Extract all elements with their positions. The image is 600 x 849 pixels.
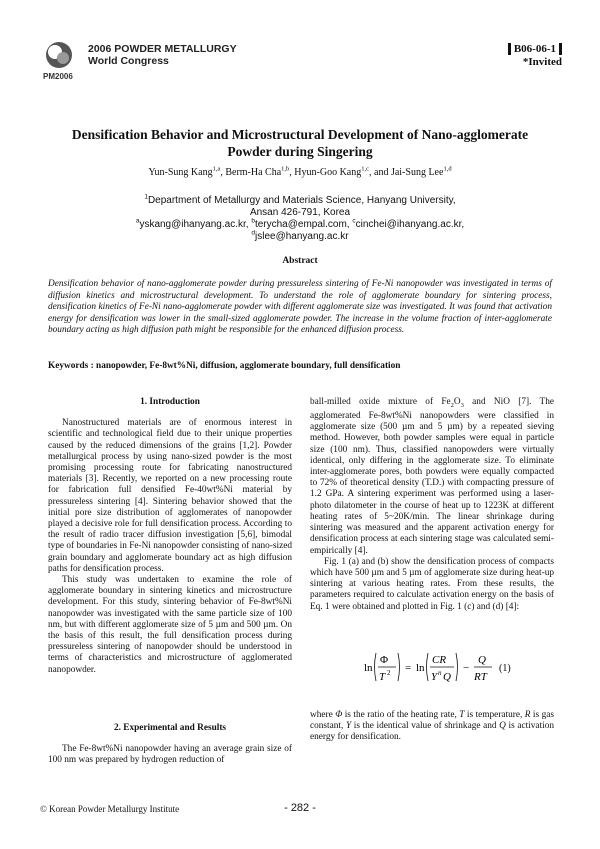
title-line-2: Powder during Singering	[227, 144, 373, 159]
author-list	[40, 167, 560, 178]
eq-number: (1)	[499, 663, 511, 674]
text-run: is temperature,	[464, 710, 525, 720]
affiliation-sup: 1	[144, 193, 148, 201]
eq-exponent: 2	[387, 669, 391, 677]
text-run: is gas constant,	[310, 710, 554, 732]
symbol: Y	[345, 721, 352, 732]
eq-ln: ln	[364, 662, 373, 674]
text-run: is the identical value of shrinkage and	[351, 721, 500, 732]
email-address: yskang@ihanyang.ac.kr,	[139, 219, 252, 230]
paper-code-label: B06-06-1	[508, 43, 562, 55]
eq-phi: Φ	[380, 654, 389, 666]
subscript: 2	[450, 401, 454, 409]
eq-exponent: n	[438, 669, 442, 677]
email-sup: a	[135, 217, 140, 225]
right-column-after-eq	[310, 710, 554, 744]
eq-T: T	[379, 671, 386, 683]
email-sup: c	[352, 217, 356, 225]
eq-RT: RT	[474, 671, 487, 683]
email-sup: d	[251, 229, 256, 237]
author-separator: ,	[220, 167, 226, 178]
author-sup: 1,a	[212, 165, 221, 173]
email-address: terycha@empal.com,	[254, 219, 353, 230]
text-run: ball-milled oxide mixture of Fe	[310, 397, 451, 407]
eq-equals: =	[405, 662, 412, 674]
author-sup: 1,c	[361, 165, 369, 173]
paper-code	[508, 43, 562, 68]
eq-paren-left	[375, 653, 377, 681]
author-sup: 1,b	[281, 165, 290, 173]
eq-Q: Q	[443, 671, 451, 683]
conference-name: 2006 POWDER METALLURGY World Congress	[88, 43, 237, 67]
body-paragraph	[310, 710, 554, 744]
symbol: R	[524, 710, 531, 720]
title-line-1: Densification Behavior and Microstructural Development of Nano-agglomerate	[71, 127, 529, 142]
page-number: - 282 -	[284, 802, 316, 814]
symbol: Φ	[335, 710, 343, 720]
intro-paragraph: Nanostructured materials are of enormous interest in scientific and technological field due to their unique properties caused by the reduced dimensions of the grains [1,2]. Powder metallurgical process by using nano-sized powder is the most promising processing route for fabricating nanostructured materials [3]. Recently, we reported on a new processing route for fabrication full densified Fe-40wt%Ni material by pressureless sintering [4]. Sintering behavior showed that the initial pore size distribution of agglomerates of nanopowder played a decisive role for full densification process. According to the result of radio tracer diffusion investigation [5,6], bimodal type of boundaries in Fe-Ni nanopowder consisting of nano-sized grain boundary and agglomerate boundary act as high diffusion paths for densification process.	[48, 418, 292, 574]
abstract-heading: Abstract	[282, 256, 318, 266]
author-name: Yun-Sung Kang	[148, 167, 213, 178]
email-address: cinchei@ihanyang.ac.kr,	[355, 219, 465, 230]
intro-paragraph: This study was undertaken to examine the role of agglomerate boundary in sintering kinetics and microstructure development. For this study, sintering behavior of Fe-8wt%Ni nanopowder was investigated with the same particle size of 100 nm, but with different agglomerate size of 5 µm and 500 µm. On the basis of this result, the full densification process during pressureless sintering of nanopowder should be understood in terms of characteristics and microstructure of agglomerated nanopowder.	[48, 575, 292, 675]
text-run: O	[453, 397, 461, 407]
body-paragraph: Fig. 1 (a) and (b) show the densification process of compacts which have 500 µm and 5 µm of agglomerate size during heat-up sintering at various heating rates. From these results, the parameters required to calculate activation energy on the basis of Eq. 1 were obtained and plotted in Fig. 1 (c) and (d) [4]:	[310, 556, 554, 612]
eq-ln: ln	[416, 662, 425, 674]
eq-Q: Q	[478, 654, 486, 666]
keywords: Keywords : nanopowder, Fe-8wt%Ni, diffusion, agglomerate boundary, full densification	[48, 361, 401, 371]
abstract-text: Densification behavior of nano-agglomerate powder during pressureless sintering of Fe-Ni nanopowder was investigated in terms of diffusion kinetics and microstructural development. To understand the role of agglomerate boundary for sintering process, densification kinetics of Fe-Ni nano-agglomerate powder with different agglomerate size was investigated. It was found that activation energy for densification was lower in the small-sized agglomerate powder. The increase in the volume fraction of inter-agglomerate boundary acting as high diffusion path might be responsible for the enhanced diffusion process.	[48, 279, 552, 335]
eq-paren-right	[456, 653, 458, 681]
right-column	[310, 397, 554, 613]
pm-year-label: PM2006	[43, 72, 73, 81]
author-separator: , and	[369, 167, 391, 178]
subscript: 3	[460, 401, 464, 409]
symbol: Q	[499, 721, 506, 732]
footer-copyright: © Korean Powder Metallurgy Institute	[40, 804, 180, 814]
affiliation-line: Department of Metallurgy and Materials Science, Hanyang University,	[147, 195, 456, 206]
affiliation-block	[40, 195, 560, 243]
eq-paren-left	[427, 653, 429, 681]
text-run: and NiO [7]. The agglomerated Fe-8wt%Ni nanopowders were classified in agglomerate size (500 µm and 5 µm) by a repeated sieving method. However, both powder samples were equal in particle size (100 nm). Thus, classified nanopowders were virtually identical, only differing in the agglomerate size. To eliminate inter-agglomerate pores, both powders were equally compacted to 72% of theoretical density (T.D.) with compacting pressure of 1.2 GPa. A sintering experiment was performed using a laser-photo dilatometer in the course of heat up to 1223K at different heating rates of 5~20K/min. The linear shrinkage during sintering was measured and the apparent activation energy for densification process at each sintering stage was calculated semi-empirically [4].	[310, 397, 555, 556]
left-column	[48, 397, 292, 676]
paper-title	[40, 126, 560, 160]
affiliation-line: Ansan 426-791, Korea	[249, 207, 351, 218]
experimental-paragraph: The Fe-8wt%Ni nanopowder having an average grain size of 100 nm was prepared by hydrogen reduction of	[48, 744, 292, 766]
eq-minus: −	[463, 662, 470, 674]
eq-Y: Y	[431, 671, 438, 683]
section-heading-introduction: 1. Introduction	[140, 397, 200, 407]
author-name: Berm-Ha Cha	[225, 167, 282, 178]
eq-CR: CR	[432, 654, 447, 666]
author-separator: ,	[289, 167, 295, 178]
author-name: Jai-Sung Lee	[390, 167, 444, 178]
text-run: is the ratio of the heating rate,	[342, 710, 460, 720]
equation-1	[364, 643, 554, 691]
email-sup: b	[251, 217, 255, 225]
author-sup: 1,d	[443, 165, 452, 173]
section-heading-experimental: 2. Experimental and Results	[113, 723, 227, 733]
email-address: jslee@hanyang.ac.kr	[255, 231, 349, 242]
text-run: is activation energy for densification.	[310, 721, 554, 743]
eq-paren-right	[398, 653, 400, 681]
left-column-section2	[48, 723, 292, 767]
body-paragraph	[310, 397, 554, 557]
text-run: where	[310, 710, 336, 720]
conference-logo	[44, 40, 74, 70]
invited-label: *Invited	[522, 56, 562, 68]
author-name: Hyun-Goo Kang	[294, 167, 362, 178]
symbol: T	[459, 710, 465, 720]
